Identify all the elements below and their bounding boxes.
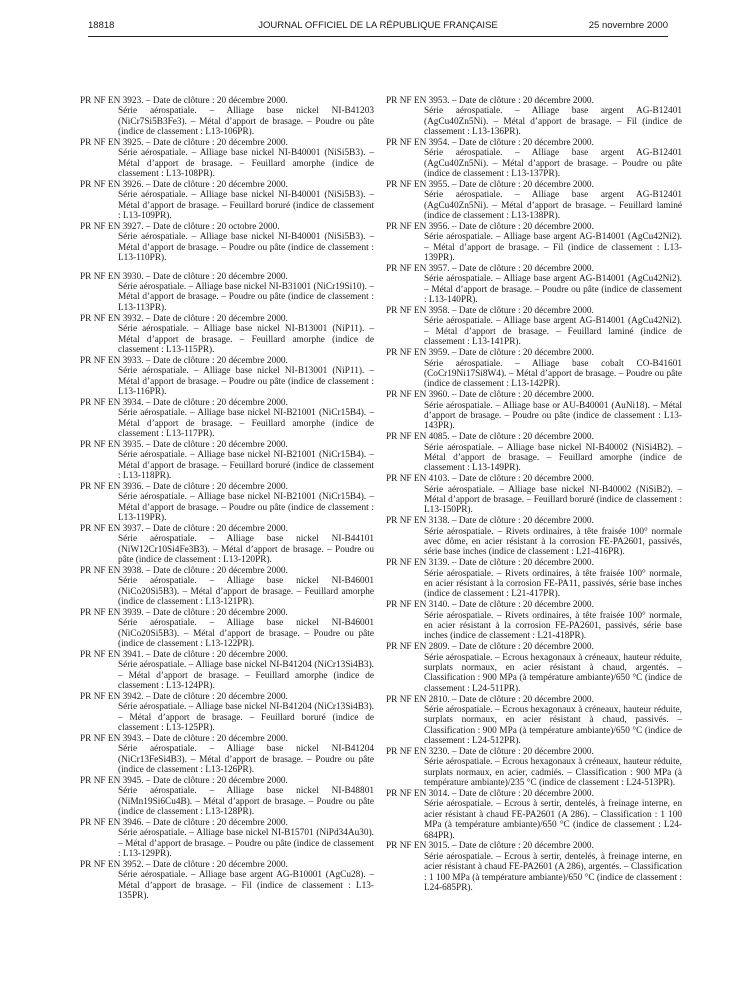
entry-description: Série aérospatiale. – Alliage base nickel NI-B13001 (NiP11). – Métal d’apport de brasage. – Poudre ou pâte (indice de classement : L13-116PR). bbox=[118, 366, 374, 397]
left-column bbox=[80, 96, 374, 902]
entry-description: Série aérospatiale. – Alliage base argent AG-B14001 (AgCu42Ni2). – Métal d’apport de brasage. – Poudre ou pâte (indice de classement : L13-140PR). bbox=[424, 274, 682, 306]
entry-description: Série aérospatiale. – Alliage base argent AG-B14001 (AgCu42Ni2). – Métal d’apport de brasage. – Feuillard laminé (indice de classement : L13-141PR). bbox=[424, 316, 682, 348]
standard-entry bbox=[386, 390, 682, 432]
entry-description: Série aérospatiale. – Alliage base nickel NI-B21001 (NiCr15B4). – Métal d’apport de brasage. – Poudre ou pâte (indice de classement : L13-119PR). bbox=[118, 492, 374, 523]
entry-reference: PR NF EN 3938. – Date de clôture : 20 décembre 2000. bbox=[80, 565, 288, 576]
entry-reference: PR NF EN 4103. – Date de clôture : 20 décembre 2000. bbox=[386, 474, 594, 485]
entry-reference: PR NF EN 3139. – Date de clôture : 20 décembre 2000. bbox=[386, 558, 594, 569]
standard-entry bbox=[386, 264, 682, 306]
entry-reference: PR NF EN 3935. – Date de clôture : 20 décembre 2000. bbox=[80, 439, 288, 450]
entry-reference: PR NF EN 3138. – Date de clôture : 20 décembre 2000. bbox=[386, 516, 594, 527]
standard-entry bbox=[80, 566, 374, 608]
entry-reference: PR NF EN 3942. – Date de clôture : 20 décembre 2000. bbox=[80, 691, 288, 702]
standard-entry bbox=[386, 747, 682, 789]
standard-entry bbox=[80, 524, 374, 566]
standard-entry bbox=[386, 138, 682, 180]
entry-reference: PR NF EN 3936. – Date de clôture : 20 décembre 2000. bbox=[80, 481, 288, 492]
standard-entry bbox=[80, 776, 374, 818]
standard-entry bbox=[386, 180, 682, 222]
entry-reference: PR NF EN 3923. – Date de clôture : 20 décembre 2000. bbox=[80, 96, 288, 106]
standard-entry bbox=[386, 432, 682, 474]
standard-entry bbox=[386, 642, 682, 694]
entry-description: Série aérospatiale. – Alliage base nickel NI-B15701 (NiPd34Au30). – Métal d’apport de brasage. – Poudre ou pâte (indice de classement : L13-129PR). bbox=[118, 828, 374, 860]
entry-reference: PR NF EN 3925. – Date de clôture : 20 décembre 2000. bbox=[80, 138, 288, 149]
entry-description: Série aérospatiale. – Alliage base nickel NI-B41204 (NiCr13FeSi4B3). – Métal d’apport de brasage. – Poudre ou pâte (indice de classement : L13-126PR). bbox=[118, 744, 374, 776]
entry-reference: PR NF EN 3933. – Date de clôture : 20 décembre 2000. bbox=[80, 355, 288, 366]
entry-description: Série aérospatiale. – Alliage base nickel NI-B13001 (NiP11). – Métal d’apport de brasage. – Feuillard amorphe (indice de classement : L13-115PR). bbox=[118, 324, 374, 355]
entry-reference: PR NF EN 3946. – Date de clôture : 20 décembre 2000. bbox=[80, 817, 288, 828]
standard-entry bbox=[80, 650, 374, 692]
standard-entry bbox=[80, 180, 374, 222]
entry-reference: PR NF EN 3959. – Date de clôture : 20 décembre 2000. bbox=[386, 348, 594, 359]
standard-entry bbox=[80, 860, 374, 902]
entry-reference: PR NF EN 3956. – Date de clôture : 20 décembre 2000. bbox=[386, 222, 594, 233]
entry-reference: PR NF EN 3140. – Date de clôture : 20 décembre 2000. bbox=[386, 600, 594, 611]
standard-entry bbox=[80, 138, 374, 180]
entry-reference: PR NF EN 2810. – Date de clôture : 20 décembre 2000. bbox=[386, 694, 594, 705]
entry-reference: PR NF EN 3230. – Date de clôture : 20 décembre 2000. bbox=[386, 747, 594, 758]
entry-description: Série aérospatiale. – Alliage base argent AG-B12401 (AgCu40Zn5Ni). – Métal d’apport de brasage. – Fil (indice de classement : L13-136PR). bbox=[424, 106, 682, 138]
entry-description: Série aérospatiale. – Ecrous hexagonaux à créneaux, hauteur réduite, surplats normaux, en acier, cadmiés. – Classification : 900 MPa (à température ambiante)/235 °C (indice de classement : L24-513PR). bbox=[424, 757, 682, 789]
entry-reference: PR NF EN 3014. – Date de clôture : 20 décembre 2000. bbox=[386, 789, 594, 800]
page-number: 18818 bbox=[88, 20, 115, 31]
journal-title: JOURNAL OFFICIEL DE LA RÉPUBLIQUE FRANÇAISE bbox=[258, 20, 498, 31]
entry-description: Série aérospatiale. – Alliage base argent AG-B10001 (AgCu28). – Métal d’apport de brasage. – Fil (indice de classement : L13-135PR). bbox=[118, 870, 374, 902]
entry-reference: PR NF EN 3927. – Date de clôture : 20 octobre 2000. bbox=[80, 222, 280, 233]
standard-entry bbox=[386, 789, 682, 841]
entry-description: Série aérospatiale. – Alliage base nickel NI-B31001 (NiCr19Si10). – Métal d’apport de brasage. – Poudre ou pâte (indice de classement : L13-113PR). bbox=[118, 282, 374, 313]
standard-entry bbox=[386, 306, 682, 348]
standard-entry bbox=[80, 272, 374, 314]
entry-reference: PR NF EN 4085. – Date de clôture : 20 décembre 2000. bbox=[386, 432, 594, 443]
entry-reference: PR NF EN 3930. – Date de clôture : 20 décembre 2000. bbox=[80, 271, 288, 282]
entry-reference: PR NF EN 3952. – Date de clôture : 20 décembre 2000. bbox=[80, 859, 288, 870]
entry-description: Série aérospatiale. – Alliage base nickel NI-B46001 (NiCo20Si5B3). – Métal d’apport de brasage. – Feuillard amorphe (indice de classement : L13-121PR). bbox=[118, 576, 374, 607]
entry-description: Série aérospatiale. – Ecrous hexagonaux à créneaux, hauteur réduite, surplats normaux, en acier résistant à chaud, passivés. – Classification : 900 MPa (à température ambiante)/650 °C (indice de classement : L24-512PR). bbox=[424, 705, 682, 747]
standard-entry bbox=[386, 600, 682, 642]
entry-description: Série aérospatiale. – Alliage base argent AG-B12401 (AgCu40Zn5Ni). – Métal d’apport de brasage. – Poudre ou pâte (indice de classement : L13-137PR). bbox=[424, 148, 682, 180]
standard-entry bbox=[80, 96, 374, 138]
entry-reference: PR NF EN 3960. – Date de clôture : 20 décembre 2000. bbox=[386, 390, 594, 401]
entry-description: Série aérospatiale. – Ecrous à sertir, dentelés, à freinage interne, en acier résistant à chaud FE-PA2601 (A 286), argentés. – Classification : 1 100 MPa (à température ambiante)/650 °C (indice de classement : L24-685PR). bbox=[424, 851, 682, 894]
standard-entry bbox=[80, 222, 374, 264]
standard-entry bbox=[386, 348, 682, 390]
entry-reference: PR NF EN 3934. – Date de clôture : 20 décembre 2000. bbox=[80, 397, 288, 408]
standard-entry bbox=[386, 695, 682, 747]
standard-entry bbox=[386, 474, 682, 516]
entry-reference: PR NF EN 3939. – Date de clôture : 20 décembre 2000. bbox=[80, 607, 288, 618]
entry-description: Série aérospatiale. – Alliage base or AU-B40001 (AuNi18). – Métal d’apport de brasage. – Poudre ou pâte (indice de classement : L13-143PR). bbox=[424, 400, 682, 432]
standard-entry bbox=[386, 222, 682, 264]
entry-reference: PR NF EN 3954. – Date de clôture : 20 décembre 2000. bbox=[386, 138, 594, 149]
entry-reference: PR NF EN 3955. – Date de clôture : 20 décembre 2000. bbox=[386, 180, 594, 191]
entry-reference: PR NF EN 3957. – Date de clôture : 20 décembre 2000. bbox=[386, 264, 594, 275]
entry-description: Série aérospatiale. – Alliage base nickel NI-B41204 (NiCr13Si4B3). – Métal d’apport de brasage. – Feuillard boruré (indice de classement : L13-125PR). bbox=[118, 702, 374, 734]
entry-description: Série aérospatiale. – Alliage base argent AG-B12401 (AgCu40Zn5Ni). – Métal d’apport de brasage. – Feuillard laminé (indice de classement : L13-138PR). bbox=[424, 190, 682, 222]
standard-entry bbox=[80, 818, 374, 860]
entry-description: Série aérospatiale. – Alliage base nickel NI-B40001 (NiSi5B3). – Métal d’apport de brasage. – Feuillard amorphe (indice de classement : L13-108PR). bbox=[118, 148, 374, 180]
standard-entry bbox=[80, 692, 374, 734]
standard-entry bbox=[80, 356, 374, 398]
entry-description: Série aérospatiale. – Alliage base nickel NI-B41203 (NiCr7Si5B3Fe3). – Métal d’apport de brasage. – Poudre ou pâte (indice de classement : L13-106PR). bbox=[118, 106, 374, 138]
standard-entry bbox=[386, 558, 682, 600]
entry-reference: PR NF EN 3958. – Date de clôture : 20 décembre 2000. bbox=[386, 306, 594, 317]
entry-description: Série aérospatiale. – Alliage base argent AG-B14001 (AgCu42Ni2). – Métal d’apport de brasage. – Fil (indice de classement : L13-139PR). bbox=[424, 232, 682, 264]
standard-entry bbox=[80, 608, 374, 650]
standard-entry bbox=[80, 482, 374, 524]
entry-description: Série aérospatiale. – Alliage base nickel NI-B21001 (NiCr15B4). – Métal d’apport de brasage. – Feuillard amorphe (indice de classement : L13-117PR). bbox=[118, 408, 374, 439]
entry-description: Série aérospatiale. – Ecrous à sertir, dentelés, à freinage interne, en acier résistant à chaud FE-PA2601 (A 286). – Classification : 1 100 MPa (à température ambiante)/650 °C (indice de classement : L24-684PR). bbox=[424, 799, 682, 841]
standard-entry bbox=[80, 734, 374, 776]
entry-description: Série aérospatiale. – Ecrous hexagonaux à créneaux, hauteur réduite, surplats normaux, en acier résistant à chaud, argentés. – Classification : 900 MPa (à température ambiante)/650 °C (indice de classement : L24-511PR). bbox=[424, 652, 682, 694]
entry-description: Série aérospatiale. – Rivets ordinaires, à tête fraisée 100° normale, en acier résistant à la corrosion FE-PA2601, passivés, série base inches (indice de classement : L21-418PR). bbox=[424, 610, 682, 642]
entry-reference: PR NF EN 2809. – Date de clôture : 20 décembre 2000. bbox=[386, 642, 594, 653]
entry-description: Série aérospatiale. – Alliage base nickel NI-B44101 (NiW12Cr10Si4Fe3B3). – Métal d’apport de brasage. – Poudre ou pâte (indice de classement : L13-120PR). bbox=[118, 534, 374, 565]
issue-date: 25 novembre 2000 bbox=[588, 20, 668, 31]
entry-reference: PR NF EN 3937. – Date de clôture : 20 décembre 2000. bbox=[80, 523, 288, 534]
standard-entry bbox=[80, 440, 374, 482]
entry-description: Série aérospatiale. – Alliage base nickel NI-B40002 (NiSiB2). – Métal d’apport de brasage. – Feuillard boruré (indice de classement : L13-150PR). bbox=[424, 484, 682, 516]
entry-reference: PR NF EN 3943. – Date de clôture : 20 décembre 2000. bbox=[80, 733, 288, 744]
entry-reference: PR NF EN 3926. – Date de clôture : 20 décembre 2000. bbox=[80, 180, 288, 191]
entry-description: Série aérospatiale. – Alliage base nickel NI-B40001 (NiSi5B3). – Métal d’apport de brasage. – Poudre ou pâte (indice de classement : L13-110PR). bbox=[118, 232, 374, 264]
entry-description: Série aérospatiale. – Alliage base nickel NI-B40001 (NiSi5B3). – Métal d’apport de brasage. – Feuillard boruré (indice de classement : L13-109PR). bbox=[118, 190, 374, 222]
entry-reference: PR NF EN 3015. – Date de clôture : 20 décembre 2000. bbox=[386, 841, 594, 852]
entry-reference: PR NF EN 3941. – Date de clôture : 20 décembre 2000. bbox=[80, 649, 288, 660]
entry-description: Série aérospatiale. – Rivets ordinaires, à tête fraisée 100° normale avec dôme, en acier résistant à la corrosion FE-PA2601, passivés, série base inches (indice de classement : L21-416PR). bbox=[424, 526, 682, 558]
page-header bbox=[88, 20, 668, 34]
entry-reference: PR NF EN 3953. – Date de clôture : 20 décembre 2000. bbox=[386, 96, 594, 106]
standard-entry bbox=[80, 314, 374, 356]
standard-entry bbox=[386, 516, 682, 558]
entry-description: Série aérospatiale. – Alliage base nickel NI-B46001 (NiCo20Si5B3). – Métal d’apport de brasage. – Poudre ou pâte (indice de classement : L13-122PR). bbox=[118, 618, 374, 650]
header-rule bbox=[88, 36, 668, 37]
entry-description: Série aérospatiale. – Rivets ordinaires, à tête fraisée 100° normale, en acier résistant à la corrosion FE-PA11, passivés, série base inches (indice de classement : L21-417PR). bbox=[424, 568, 682, 600]
entry-description: Série aérospatiale. – Alliage base nickel NI-B41204 (NiCr13Si4B3). – Métal d’apport de brasage. – Feuillard amorphe (indice de classement : L13-124PR). bbox=[118, 660, 374, 692]
standard-entry bbox=[80, 398, 374, 440]
entry-description: Série aérospatiale. – Alliage base cobalt CO-B41601 (CoCr19Ni17Si8W4). – Métal d’apport de brasage. – Poudre ou pâte (indice de classement : L13-142PR). bbox=[424, 358, 682, 390]
entry-description: Série aérospatiale. – Alliage base nickel NI-B40002 (NiSi4B2). – Métal d’apport de brasage. – Feuillard amorphe (indice de classement : L13-149PR). bbox=[424, 442, 682, 474]
entry-description: Série aérospatiale. – Alliage base nickel NI-B21001 (NiCr15B4). – Métal d’apport de brasage. – Feuillard boruré (indice de classement : L13-118PR). bbox=[118, 450, 374, 481]
entry-reference: PR NF EN 3945. – Date de clôture : 20 décembre 2000. bbox=[80, 775, 288, 786]
standard-entry bbox=[386, 96, 682, 138]
right-column bbox=[386, 96, 682, 894]
standard-entry bbox=[386, 841, 682, 893]
entry-description: Série aérospatiale. – Alliage base nickel NI-B48801 (NiMn19Si6Cu4B). – Métal d’apport de brasage. – Poudre ou pâte (indice de classement : L13-128PR). bbox=[118, 786, 374, 818]
entry-reference: PR NF EN 3932. – Date de clôture : 20 décembre 2000. bbox=[80, 313, 288, 324]
